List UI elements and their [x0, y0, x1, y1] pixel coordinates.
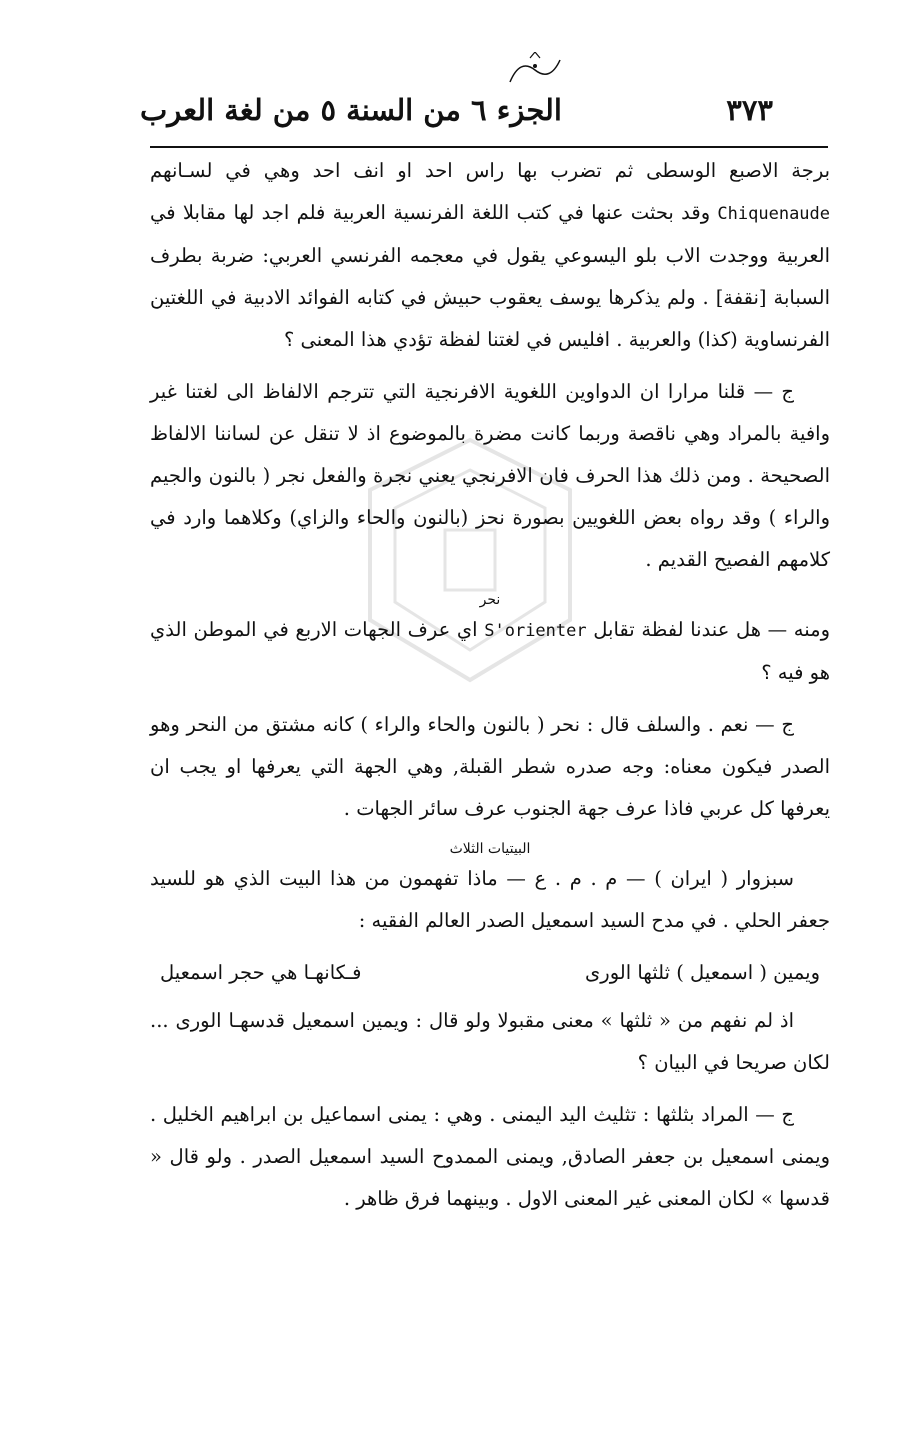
verse-hemistich-first: ويمين ( اسمعيل ) ثلثها الورى	[585, 961, 820, 984]
paragraph-text: ج — المراد بثلثها : تثليث اليد اليمنى . وهي : يمنى اسماعيل بن ابراهيم الخليل . ويمنى اسمعيل بن جعفر الصادق, ويمنى الممدوح السيد اسمعيل الصدر . ولو قال « قدسها » لكان المعنى غير المعنى الاول . وبينهما فرق ظاهر .	[150, 1103, 830, 1210]
paragraph-text: برجة الاصبع الوسطى ثم تضرب بها راس احد او انف احد وهي في لسـانهم	[150, 159, 830, 182]
paragraph-text: ج — قلنا مرارا ان الدواوين اللغوية الافرنجية التي تترجم الالفاظ الى لغتنا غير وافية بالمراد وهي ناقصة وربما كانت مضرة بالموضوع اذ لا تنقل عن لساننا الالفاظ الصحيحة . ومن ذلك هذا الحرف فان الافرنجي يعني نجرة والفعل نجر ( بالنون والجيم والراء ) وقد رواه بعض اللغويين بصورة نحز (بالنون والحاء والزاي) وكلاهما وارد في كلامهم الفصيح القديم .	[150, 380, 830, 571]
paragraph-text: سبزوار ( ايران ) — م . م . ع — ماذا تفهمون من هذا البيت الذي هو للسيد جعفر الحلي . في مدح السيد اسمعيل الصدر العالم الفقيه :	[150, 867, 830, 932]
printer-ornament-icon	[500, 52, 570, 88]
paragraph-text: ج — نعم . والسلف قال : نحر ( بالنون والحاء والراء ) كانه مشتق من النحر وهو الصدر فيكون معناه: وجه صدره شطر القبلة, وهي الجهة التي يعرفها او يجب ان يعرفها كل عربي فاذا عرف جهة الجنوب عرف سائر الجهات .	[150, 713, 830, 820]
question-paragraph-sorienter	[150, 609, 830, 694]
page-number: ٣٧٣	[726, 93, 773, 127]
answer-paragraph-naqfa	[150, 371, 830, 581]
paragraph-text: اذ لم نفهم من « ثلثها » معنى مقبولا ولو قال : ويمين اسمعيل قدسهـا الورى ... لكان صريحا في البيان ؟	[150, 1009, 830, 1074]
page-header	[140, 84, 773, 136]
article-body	[150, 150, 830, 1230]
foreign-term: S'orienter	[484, 621, 587, 641]
paragraph-text: وقد بحثت عنها في كتب اللغة الفرنسية العربية فلم اجد لها مقابلا في العربية ووجدت الاب بلو اليسوعي يقول في معجمه الفرنسي العربي: ضربة بطرف السبابة [نقفة] . ولم يذكرها يوسف يعقوب حبيش في كتابه الفوائد الادبية في اللغتين الفرنساوية (كذا) والعربية . افليس في لغتنا لفظة تؤدي هذا المعنى ؟	[150, 201, 830, 351]
answer-paragraph-thulth	[150, 1094, 830, 1220]
question-paragraph-chiquenaude	[150, 150, 830, 361]
foreign-term: Chiquenaude	[717, 204, 831, 224]
section-heading: البيتيات الثلاث	[449, 841, 531, 857]
poem-verse	[150, 952, 830, 994]
header-divider	[150, 146, 828, 148]
running-head: الجزء ٦ من السنة ٥ من لغة العرب	[140, 93, 562, 127]
question-paragraph-thulth	[150, 1000, 830, 1084]
paragraph-text: ومنه — هل عندنا لفظة تقابل	[593, 618, 830, 641]
question-paragraph-verse	[150, 858, 830, 942]
margin-note: نحر	[479, 592, 501, 608]
answer-paragraph-nahr	[150, 704, 830, 830]
paragraph-text: اي عرف الجهات الاربع في الموطن الذي هو فيه ؟	[150, 618, 830, 684]
verse-hemistich-second: فـكانهـا هي حجر اسمعيل	[160, 961, 362, 984]
